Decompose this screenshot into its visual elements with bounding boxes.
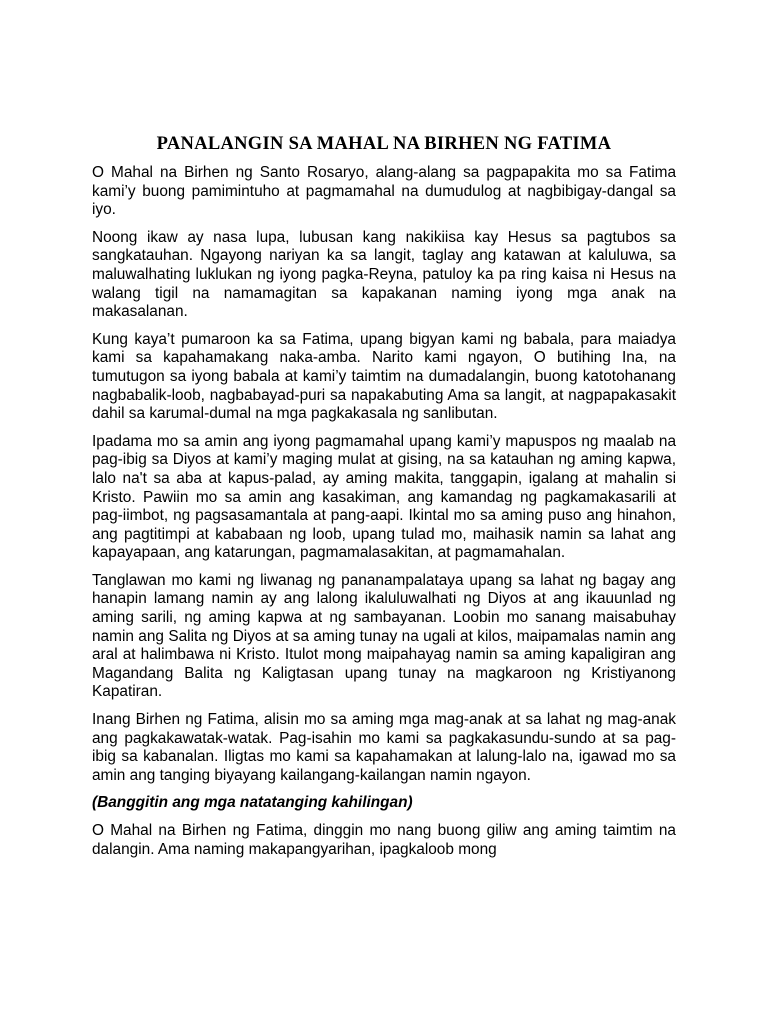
paragraph-warning: Kung kaya’t pumaroon ka sa Fatima, upang bigyan kami ng babala, para maiadya kami sa kapahamakang naka-amba. Narito kami ngayon, O butihing Ina, na tumutugon sa iyong babala at kami’y taimtim na dumadalangin, buong katotohanang nagbabalik-loob, nagbabayad-puri sa napakabuting Ama sa langit, at nagpapakasakit dahil sa karumal-dumal na mga pagkakasala ng sanlibutan. (92, 330, 676, 423)
page-title: PANALANGIN SA MAHAL NA BIRHEN NG FATIMA (156, 134, 612, 154)
paragraph-petition-note: (Banggitin ang mga natatanging kahilingan) (92, 794, 413, 812)
paragraph-love: Ipadama mo sa amin ang iyong pagmamahal upang kami’y mapuspos ng maalab na pag-ibig sa Diyos at kami’y maging mulat at gising, na sa katauhan ng aming kapwa, lalo na't sa aba at kapus-palad, ay aming makita, tanggapin, igalang at mahalin si Kristo. Pawiin mo sa amin ang kasakiman, ang kamandag ng pagkamakasarili at pag-iimbot, ng pagsasamantala at pang-aapi. Ikintal mo sa aming puso ang hinahon, ang pagtitimpi at kababaan ng loob, upang tulad mo, maihasik namin sa lahat ang kapayapaan, ang katarungan, pagmamalasakitan, at pagmamahalan. (92, 432, 676, 562)
paragraph-invocation: O Mahal na Birhen ng Santo Rosaryo, alang-alang sa pagpapakita mo sa Fatima kami’y buong pamimintuho at pagmamahal na dumudulog at nagbibigay-dangal sa iyo. (92, 164, 676, 219)
prayer-document (92, 133, 676, 868)
paragraph-closing: O Mahal na Birhen ng Fatima, dinggin mo nang buong giliw ang aming taimtim na dalangin. Ama naming makapangyarihan, ipagkaloob mong (92, 822, 676, 858)
paragraph-faith: Tanglawan mo kami ng liwanag ng pananampalataya upang sa lahat ng bagay ang hanapin lamang namin ay ang lalong ikaluluwalhati ng Diyos at ang ikauunlad ng aming sarili, ng aming kapwa at ng sambayanan. Loobin mo sanang maisabuhay namin ang Salita ng Diyos at sa aming tunay na ugali at kilos, maipamalas namin ang aral at halimbawa ni Kristo. Itulot mong maipahayag namin sa aming kapaligiran ang Magandang Balita ng Kaligtasan upang tunay na magkaroon ng Kristiyanong Kapatiran. (92, 571, 676, 701)
paragraph-family: Inang Birhen ng Fatima, alisin mo sa aming mga mag-anak at sa lahat ng mag-anak ang pagkakawatak-watak. Pag-isahin mo kami sa pagkakasundu-sundo at sa pag-ibig sa kabanalan. Iligtas mo kami sa kapahamakan at lalung-lalo na, igawad mo sa amin ang tanging biyayang kailangang-kailangan namin ngayon. (92, 711, 676, 784)
paragraph-earth: Noong ikaw ay nasa lupa, lubusan kang nakikiisa kay Hesus sa pagtubos sa sangkatauhan. Ngayong nariyan ka sa langit, taglay ang katawan at kaluluwa, sa maluwalhating luklukan ng iyong pagka-Reyna, patuloy ka pa ring kaisa ni Hesus na walang tigil na namamagitan sa kapakanan naming iyong mga anak na makasalanan. (92, 228, 676, 321)
